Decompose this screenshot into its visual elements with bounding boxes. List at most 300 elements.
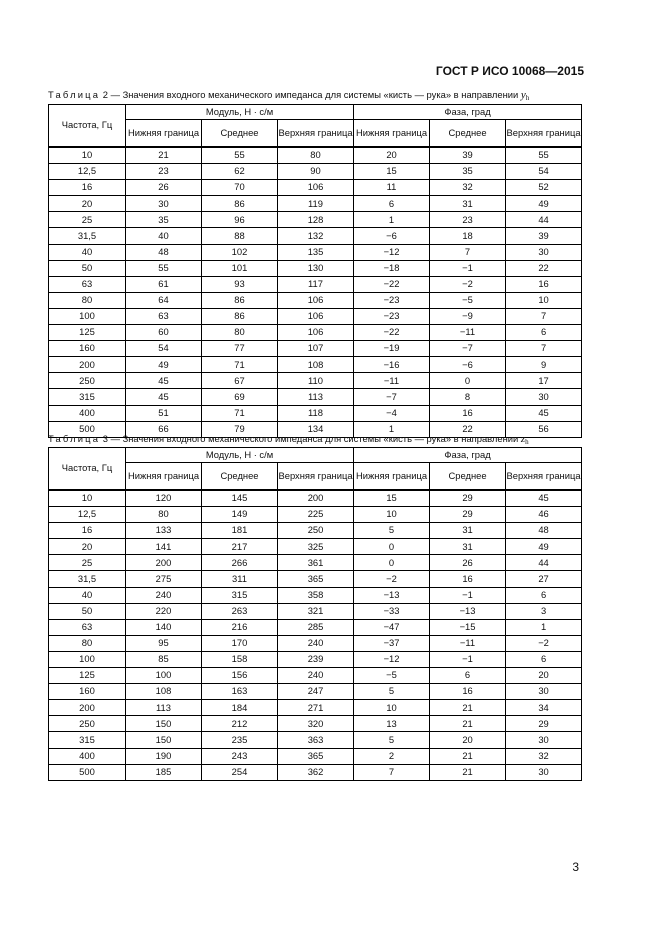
table-3-caption [48,433,529,446]
value-cell: 32 [430,180,506,196]
page-number: 3 [572,860,579,874]
frequency-cell: 500 [49,764,126,780]
value-cell: −11 [430,325,506,341]
value-cell: 39 [506,228,582,244]
value-cell: 106 [278,292,354,308]
value-cell: 190 [126,748,202,764]
value-cell: 45 [506,405,582,421]
frequency-cell: 250 [49,373,126,389]
value-cell: 254 [202,764,278,780]
table-row [49,260,582,276]
value-cell: 240 [278,668,354,684]
table-row [49,292,582,308]
value-cell: 141 [126,539,202,555]
value-cell: −12 [354,244,430,260]
value-cell: 80 [278,147,354,164]
value-cell: 321 [278,603,354,619]
value-cell: 110 [278,373,354,389]
value-cell: 200 [126,555,202,571]
value-cell: 170 [202,635,278,651]
value-cell: 30 [506,732,582,748]
value-cell: 217 [202,539,278,555]
table-row [49,571,582,587]
header-phase-upper: Верхняя граница [506,463,582,491]
header-phase-lower: Нижняя граница [354,120,430,148]
frequency-cell: 500 [49,421,126,437]
value-cell: 20 [430,732,506,748]
value-cell: 325 [278,539,354,555]
value-cell: 150 [126,732,202,748]
frequency-cell: 80 [49,635,126,651]
value-cell: 135 [278,244,354,260]
value-cell: 3 [506,603,582,619]
value-cell: 35 [126,212,202,228]
value-cell: 120 [126,490,202,507]
table-2-body [49,147,582,437]
value-cell: 90 [278,164,354,180]
value-cell: 239 [278,651,354,667]
header-phase: Фаза, град [354,448,582,463]
value-cell: 32 [506,748,582,764]
value-cell: −4 [354,405,430,421]
value-cell: 185 [126,764,202,780]
frequency-cell: 400 [49,748,126,764]
value-cell: 5 [354,684,430,700]
value-cell: 30 [506,389,582,405]
header-frequency: Частота, Гц [49,105,126,148]
value-cell: 240 [278,635,354,651]
value-cell: 108 [126,684,202,700]
table-row [49,373,582,389]
value-cell: 320 [278,716,354,732]
value-cell: 66 [126,421,202,437]
value-cell: 212 [202,716,278,732]
value-cell: 13 [354,716,430,732]
value-cell: 5 [354,523,430,539]
frequency-cell: 40 [49,587,126,603]
header-modulus-mean: Среднее [202,463,278,491]
value-cell: 275 [126,571,202,587]
value-cell: 22 [506,260,582,276]
frequency-cell: 200 [49,700,126,716]
value-cell: 113 [126,700,202,716]
value-cell: −2 [354,571,430,587]
frequency-cell: 12,5 [49,164,126,180]
value-cell: −6 [354,228,430,244]
value-cell: 225 [278,507,354,523]
table-row [49,651,582,667]
value-cell: 163 [202,684,278,700]
value-cell: 21 [430,716,506,732]
table-row [49,405,582,421]
value-cell: −13 [430,603,506,619]
frequency-cell: 160 [49,684,126,700]
value-cell: 30 [506,764,582,780]
value-cell: 7 [506,308,582,324]
value-cell: 358 [278,587,354,603]
value-cell: 71 [202,357,278,373]
value-cell: 18 [430,228,506,244]
value-cell: 150 [126,716,202,732]
table-row [49,180,582,196]
value-cell: 45 [126,389,202,405]
table-row [49,539,582,555]
value-cell: 16 [430,684,506,700]
value-cell: 79 [202,421,278,437]
value-cell: 145 [202,490,278,507]
value-cell: 30 [126,196,202,212]
table-row [49,748,582,764]
value-cell: 26 [126,180,202,196]
value-cell: 250 [278,523,354,539]
value-cell: 1 [354,212,430,228]
table-row [49,276,582,292]
table-row [49,684,582,700]
value-cell: 271 [278,700,354,716]
value-cell: 55 [202,147,278,164]
value-cell: 70 [202,180,278,196]
value-cell: 22 [430,421,506,437]
value-cell: −5 [354,668,430,684]
value-cell: 60 [126,325,202,341]
value-cell: 11 [354,180,430,196]
table-row [49,716,582,732]
value-cell: 2 [354,748,430,764]
value-cell: 49 [506,539,582,555]
value-cell: 365 [278,748,354,764]
value-cell: 29 [430,490,506,507]
frequency-cell: 63 [49,619,126,635]
value-cell: 34 [506,700,582,716]
value-cell: 7 [430,244,506,260]
value-cell: −11 [430,635,506,651]
value-cell: 77 [202,341,278,357]
value-cell: 113 [278,389,354,405]
frequency-cell: 25 [49,555,126,571]
value-cell: −7 [430,341,506,357]
frequency-cell: 40 [49,244,126,260]
value-cell: 101 [202,260,278,276]
value-cell: 130 [278,260,354,276]
value-cell: −22 [354,325,430,341]
table-3-body [49,490,582,780]
document-code: ГОСТ Р ИСО 10068—2015 [435,64,584,78]
value-cell: −37 [354,635,430,651]
header-modulus: Модуль, Н · с/м [126,448,354,463]
table-row [49,507,582,523]
header-modulus-mean: Среднее [202,120,278,148]
value-cell: 9 [506,357,582,373]
header-modulus-lower: Нижняя граница [126,463,202,491]
value-cell: 31 [430,539,506,555]
value-cell: 117 [278,276,354,292]
value-cell: 247 [278,684,354,700]
value-cell: 52 [506,180,582,196]
frequency-cell: 50 [49,603,126,619]
table-row [49,212,582,228]
value-cell: 40 [126,228,202,244]
frequency-cell: 125 [49,325,126,341]
value-cell: 20 [354,147,430,164]
value-cell: −2 [506,635,582,651]
value-cell: 133 [126,523,202,539]
value-cell: 362 [278,764,354,780]
value-cell: −1 [430,260,506,276]
value-cell: 31 [430,196,506,212]
value-cell: 56 [506,421,582,437]
frequency-cell: 31,5 [49,571,126,587]
table-row [49,389,582,405]
value-cell: 20 [506,668,582,684]
value-cell: 45 [506,490,582,507]
value-cell: −9 [430,308,506,324]
value-cell: 15 [354,490,430,507]
value-cell: 54 [506,164,582,180]
value-cell: −33 [354,603,430,619]
value-cell: 80 [126,507,202,523]
value-cell: 285 [278,619,354,635]
table-row [49,635,582,651]
frequency-cell: 12,5 [49,507,126,523]
value-cell: 39 [430,147,506,164]
frequency-cell: 100 [49,651,126,667]
value-cell: 86 [202,196,278,212]
frequency-cell: 250 [49,716,126,732]
direction-symbol: $y_h$ [520,89,530,102]
frequency-cell: 80 [49,292,126,308]
value-cell: 5 [354,732,430,748]
value-cell: 30 [506,244,582,260]
table-3 [48,447,582,781]
value-cell: 184 [202,700,278,716]
value-cell: 86 [202,308,278,324]
value-cell: 311 [202,571,278,587]
value-cell: 10 [354,700,430,716]
value-cell: 69 [202,389,278,405]
value-cell: 71 [202,405,278,421]
value-cell: −7 [354,389,430,405]
value-cell: 365 [278,571,354,587]
table-2 [48,104,582,438]
header-modulus-upper: Верхняя граница [278,463,354,491]
value-cell: −6 [430,357,506,373]
value-cell: −23 [354,308,430,324]
header-modulus-lower: Нижняя граница [126,120,202,148]
value-cell: −19 [354,341,430,357]
frequency-cell: 125 [49,668,126,684]
value-cell: 140 [126,619,202,635]
caption-word: Таблица [48,89,101,100]
table-row [49,228,582,244]
value-cell: 44 [506,212,582,228]
value-cell: −12 [354,651,430,667]
value-cell: 44 [506,555,582,571]
value-cell: −23 [354,292,430,308]
value-cell: 21 [430,748,506,764]
value-cell: 35 [430,164,506,180]
frequency-cell: 20 [49,196,126,212]
value-cell: 10 [506,292,582,308]
header-phase-mean: Среднее [430,463,506,491]
caption-text: — Значения входного механического импеданса для системы «кисть — рука» в направлении [108,433,521,444]
table-row [49,341,582,357]
frequency-cell: 16 [49,180,126,196]
frequency-cell: 16 [49,523,126,539]
value-cell: 220 [126,603,202,619]
table-row [49,357,582,373]
table-row [49,244,582,260]
value-cell: 0 [354,555,430,571]
value-cell: 106 [278,325,354,341]
value-cell: 240 [126,587,202,603]
value-cell: 62 [202,164,278,180]
frequency-cell: 100 [49,308,126,324]
value-cell: 64 [126,292,202,308]
value-cell: 48 [126,244,202,260]
value-cell: 29 [430,507,506,523]
value-cell: 21 [430,700,506,716]
value-cell: 49 [126,357,202,373]
header-phase: Фаза, град [354,105,582,120]
value-cell: 0 [430,373,506,389]
value-cell: 26 [430,555,506,571]
value-cell: −2 [430,276,506,292]
table-row [49,732,582,748]
table-row [49,603,582,619]
frequency-cell: 200 [49,357,126,373]
header-phase-mean: Среднее [430,120,506,148]
header-phase-lower: Нижняя граница [354,463,430,491]
value-cell: 15 [354,164,430,180]
value-cell: 16 [430,405,506,421]
caption-number: 3 [102,433,108,444]
value-cell: 156 [202,668,278,684]
value-cell: 85 [126,651,202,667]
value-cell: 96 [202,212,278,228]
caption-text: — Значения входного механического импеданса для системы «кисть — рука» в направлении [108,89,521,100]
value-cell: −22 [354,276,430,292]
value-cell: 235 [202,732,278,748]
value-cell: 102 [202,244,278,260]
value-cell: 6 [430,668,506,684]
value-cell: 95 [126,635,202,651]
value-cell: 27 [506,571,582,587]
value-cell: −1 [430,587,506,603]
table-row [49,619,582,635]
frequency-cell: 10 [49,147,126,164]
value-cell: 361 [278,555,354,571]
value-cell: 31 [430,523,506,539]
value-cell: 55 [126,260,202,276]
frequency-cell: 20 [49,539,126,555]
value-cell: 48 [506,523,582,539]
value-cell: −1 [430,651,506,667]
value-cell: 67 [202,373,278,389]
table-row [49,764,582,780]
header-phase-upper: Верхняя граница [506,120,582,148]
value-cell: 16 [506,276,582,292]
table-row [49,490,582,507]
value-cell: 23 [430,212,506,228]
value-cell: 23 [126,164,202,180]
table-row [49,555,582,571]
value-cell: 21 [126,147,202,164]
value-cell: 149 [202,507,278,523]
table-row [49,164,582,180]
value-cell: 49 [506,196,582,212]
value-cell: 51 [126,405,202,421]
value-cell: 200 [278,490,354,507]
table-row [49,668,582,684]
frequency-cell: 160 [49,341,126,357]
value-cell: 29 [506,716,582,732]
value-cell: 100 [126,668,202,684]
value-cell: 181 [202,523,278,539]
frequency-cell: 10 [49,490,126,507]
value-cell: 93 [202,276,278,292]
value-cell: 80 [202,325,278,341]
frequency-cell: 315 [49,389,126,405]
value-cell: 7 [354,764,430,780]
value-cell: 158 [202,651,278,667]
value-cell: 1 [354,421,430,437]
value-cell: 88 [202,228,278,244]
value-cell: 7 [506,341,582,357]
caption-word: Таблица [48,433,101,444]
header-modulus-upper: Верхняя граница [278,120,354,148]
value-cell: 61 [126,276,202,292]
value-cell: 54 [126,341,202,357]
value-cell: 10 [354,507,430,523]
frequency-cell: 315 [49,732,126,748]
value-cell: 16 [430,571,506,587]
value-cell: −47 [354,619,430,635]
value-cell: 55 [506,147,582,164]
value-cell: −13 [354,587,430,603]
value-cell: 107 [278,341,354,357]
table-row [49,196,582,212]
table-row [49,587,582,603]
frequency-cell: 50 [49,260,126,276]
value-cell: 21 [430,764,506,780]
frequency-cell: 31,5 [49,228,126,244]
table-row [49,700,582,716]
header-frequency: Частота, Гц [49,448,126,491]
value-cell: 134 [278,421,354,437]
value-cell: −16 [354,357,430,373]
value-cell: 30 [506,684,582,700]
value-cell: 243 [202,748,278,764]
value-cell: 132 [278,228,354,244]
value-cell: 17 [506,373,582,389]
header-modulus: Модуль, Н · с/м [126,105,354,120]
value-cell: 8 [430,389,506,405]
value-cell: 45 [126,373,202,389]
value-cell: 119 [278,196,354,212]
value-cell: 315 [202,587,278,603]
frequency-cell: 25 [49,212,126,228]
table-row [49,308,582,324]
value-cell: 106 [278,180,354,196]
value-cell: 128 [278,212,354,228]
value-cell: 6 [506,325,582,341]
value-cell: 86 [202,292,278,308]
value-cell: 46 [506,507,582,523]
value-cell: 0 [354,539,430,555]
value-cell: 6 [506,651,582,667]
table-row [49,325,582,341]
value-cell: −18 [354,260,430,276]
